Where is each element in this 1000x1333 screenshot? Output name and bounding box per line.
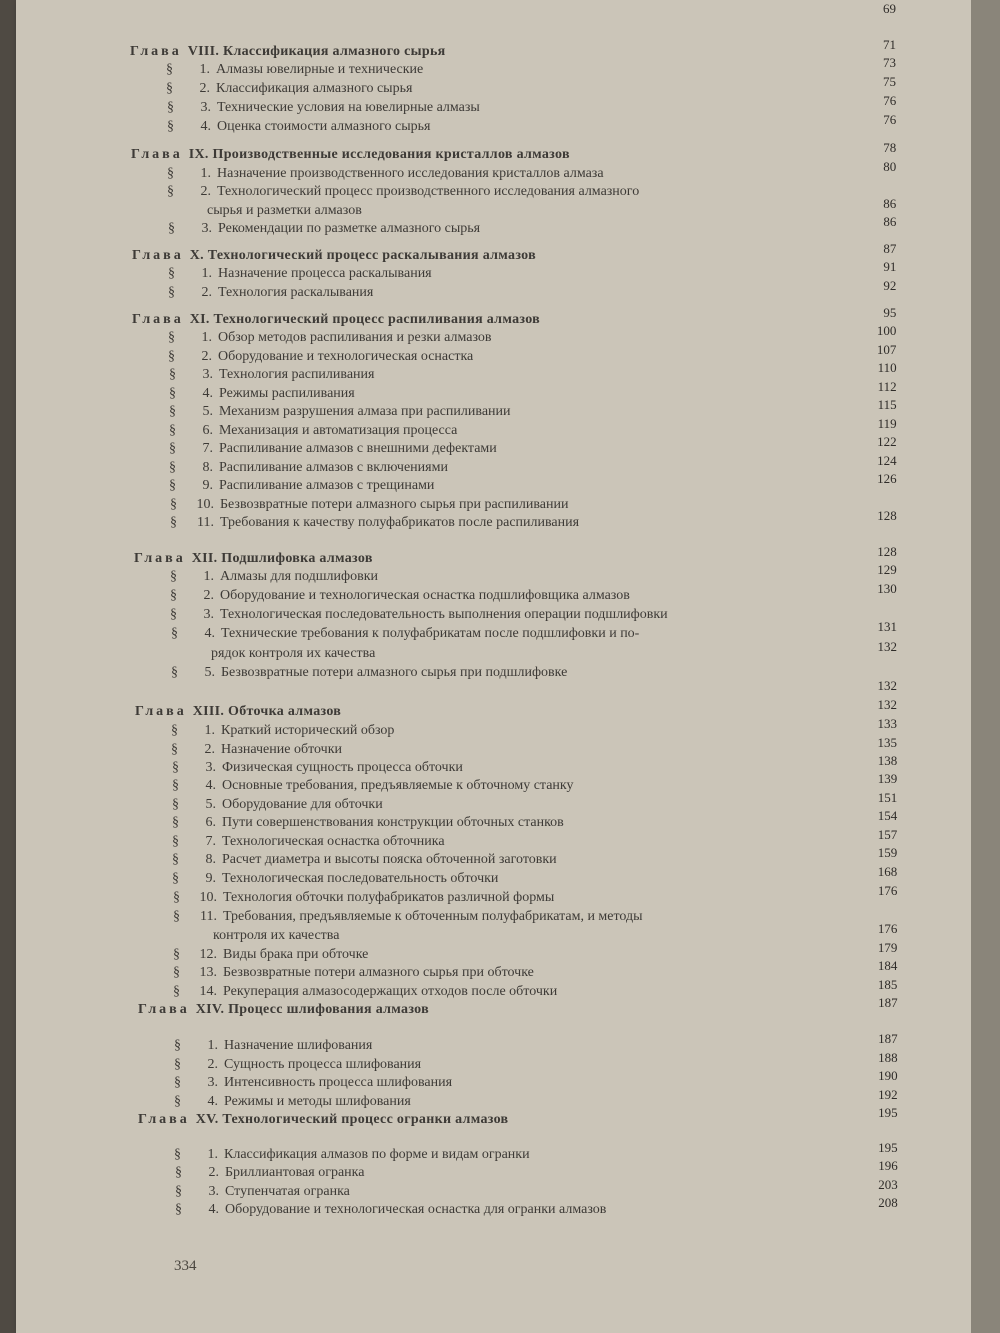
page-reference: 69 [883, 1, 896, 16]
section-entry [168, 330, 492, 346]
section-sign: § [172, 815, 179, 830]
page-reference: 138 [877, 753, 898, 768]
section-entry [168, 221, 480, 237]
section-entry [175, 1165, 364, 1181]
chapter-label: Глава [138, 1002, 190, 1017]
section-title: Назначение шлифования [224, 1038, 373, 1053]
page-reference: 208 [878, 1195, 898, 1210]
section-entry [169, 367, 374, 383]
section-number: 3. [207, 1075, 218, 1090]
section-title: Основные требования, предъявляемые к обточному станку [222, 778, 574, 793]
section-number: 4. [200, 119, 211, 134]
chapter-heading [138, 1002, 429, 1018]
section-title: Технология распиливания [219, 367, 375, 382]
section-title: Распиливание алмазов с включениями [219, 460, 448, 475]
section-title: Пути совершенствования конструкции обточных станков [222, 815, 564, 830]
section-sign: § [167, 184, 174, 199]
section-number: 6. [202, 423, 213, 438]
section-entry [167, 100, 480, 116]
section-entry [172, 852, 557, 868]
page-reference: 195 [878, 1140, 898, 1155]
section-title: Технология раскалывания [218, 285, 374, 300]
section-title: Оборудование и технологическая оснастка для огранки алмазов [225, 1202, 607, 1217]
section-number: 4. [207, 1094, 218, 1109]
section-title: Рекомендации по разметке алмазного сырья [218, 221, 481, 236]
section-number: 2. [208, 1165, 219, 1180]
section-title: Ступенчатая огранка [225, 1184, 350, 1199]
section-number: 4. [204, 626, 215, 641]
section-title: Технология обточки полуфабрикатов различной формы [223, 890, 555, 905]
section-number: 7. [202, 441, 213, 456]
section-title: Технические требования к полуфабрикатам после подшлифовки и по- [221, 626, 640, 641]
section-sign: § [169, 386, 176, 401]
chapter-label: Глава [134, 551, 186, 566]
section-sign: § [174, 1147, 181, 1162]
page-reference: 133 [877, 716, 897, 731]
section-number: 4. [205, 778, 216, 793]
section-sign: § [168, 285, 175, 300]
section-number: 1. [201, 266, 212, 281]
section-number: 1. [204, 723, 215, 738]
page-reference: 176 [877, 921, 898, 936]
page-reference: 195 [878, 1105, 898, 1120]
section-sign: § [170, 569, 177, 584]
section-sign: § [172, 760, 179, 775]
section-sign: § [171, 742, 178, 757]
section-entry [174, 1094, 411, 1110]
section-entry [172, 797, 383, 813]
section-number: 3. [203, 607, 214, 622]
page-reference: 168 [877, 864, 898, 879]
section-title-continuation: сырья и разметки алмазов [207, 203, 362, 218]
section-title: Механизм разрушения алмаза при распиливании [219, 404, 511, 419]
page-reference: 151 [877, 790, 898, 805]
section-number: 3. [202, 367, 213, 382]
chapter-heading [132, 248, 536, 264]
page-reference: 95 [883, 305, 897, 320]
section-entry [167, 119, 430, 135]
section-entry [171, 626, 639, 642]
section-entry [173, 890, 554, 906]
section-sign: § [169, 423, 176, 438]
section-title: Оборудование для обточки [222, 797, 383, 812]
section-entry [171, 665, 567, 681]
section-number: 1. [199, 62, 210, 77]
section-entry [166, 62, 423, 78]
section-number: 2. [200, 184, 211, 199]
chapter-heading [131, 147, 570, 163]
page-reference: 192 [878, 1087, 898, 1102]
chapter-label: Глава [132, 312, 184, 327]
section-entry [170, 588, 630, 604]
section-entry [170, 569, 378, 585]
page-reference: 132 [877, 678, 897, 693]
section-sign: § [172, 834, 179, 849]
page-reference: 124 [877, 453, 897, 468]
page-reference: 132 [877, 639, 897, 654]
section-entry [172, 778, 574, 794]
section-number: 5. [205, 797, 216, 812]
section-number: 10. [199, 890, 217, 905]
section-entry [172, 834, 445, 850]
section-title: Требования к качеству полуфабрикатов после распиливания [220, 515, 580, 530]
section-number: 10. [196, 497, 214, 512]
section-sign: § [168, 349, 175, 364]
section-entry [169, 478, 434, 494]
section-sign: § [172, 871, 179, 886]
page-reference: 184 [877, 958, 898, 973]
section-number: 9. [202, 478, 213, 493]
section-title: Требования, предъявляемые к обточенным полуфабрикатам, и методы [223, 909, 643, 924]
section-entry [172, 871, 498, 887]
section-number: 3. [200, 100, 211, 115]
section-entry [170, 515, 579, 531]
section-number: 11. [200, 909, 217, 924]
section-title: Распиливание алмазов с трещинами [219, 478, 435, 493]
page-reference: 159 [877, 845, 898, 860]
section-sign: § [169, 404, 176, 419]
section-number: 2. [204, 742, 215, 757]
section-entry [168, 285, 373, 301]
page-reference: 86 [883, 196, 897, 211]
page-reference: 71 [883, 37, 896, 52]
book-page [16, 0, 971, 1333]
page-reference: 187 [878, 1031, 898, 1046]
page-reference: 75 [883, 74, 896, 89]
section-entry [173, 909, 643, 925]
page-reference: 110 [877, 360, 897, 375]
page-reference: 115 [877, 397, 897, 412]
section-sign: § [170, 607, 177, 622]
chapter-label: Глава [131, 147, 183, 162]
section-entry [167, 166, 604, 182]
section-entry [169, 441, 497, 457]
section-number: 13. [199, 965, 217, 980]
section-number: 5. [202, 404, 213, 419]
chapter-heading [138, 1112, 508, 1128]
section-entry [175, 1202, 606, 1218]
chapter-title: XV. Технологический процесс огранки алмазов [195, 1112, 509, 1127]
chapter-label: Глава [132, 248, 184, 263]
section-title: Сущность процесса шлифования [224, 1057, 422, 1072]
page-reference: 185 [877, 977, 898, 992]
section-number: 8. [205, 852, 216, 867]
page-reference: 91 [883, 259, 897, 274]
section-title: Бриллиантовая огранка [225, 1165, 365, 1180]
page-reference: 130 [877, 581, 897, 596]
page-reference: 73 [883, 55, 896, 70]
section-number: 1. [203, 569, 214, 584]
section-number: 14. [199, 984, 217, 999]
section-sign: § [173, 965, 180, 980]
section-title: Рекуперация алмазосодержащих отходов после обточки [223, 984, 558, 999]
chapter-title: XI. Технологический процесс распиливания алмазов [189, 312, 541, 327]
section-entry [168, 349, 473, 365]
section-sign: § [168, 221, 175, 236]
section-title: Режимы распиливания [219, 386, 355, 401]
section-sign: § [167, 100, 174, 115]
page-reference: 135 [877, 735, 897, 750]
section-entry [174, 1147, 530, 1163]
page-reference: 129 [877, 562, 897, 577]
chapter-heading [134, 551, 373, 567]
section-title: Технологическая оснастка обточника [222, 834, 445, 849]
section-number: 3. [201, 221, 212, 236]
section-entry [173, 965, 534, 981]
section-sign: § [170, 588, 177, 603]
section-title: Распиливание алмазов с внешними дефектами [219, 441, 497, 456]
section-number: 4. [202, 386, 213, 401]
section-title: Краткий исторический обзор [221, 723, 395, 738]
section-sign: § [173, 909, 180, 924]
section-sign: § [174, 1057, 181, 1072]
section-title: Алмазы ювелирные и технические [216, 62, 424, 77]
page-reference: 203 [878, 1177, 898, 1192]
section-title: Безвозвратные потери алмазного сырья при обточке [223, 965, 534, 980]
chapter-title: VIII. Классификация алмазного сырья [187, 44, 446, 59]
section-number: 1. [207, 1038, 218, 1053]
section-entry [169, 460, 448, 476]
chapter-heading [130, 44, 446, 60]
chapter-title: IX. Производственные исследования кристаллов алмазов [188, 147, 570, 162]
section-sign: § [166, 62, 173, 77]
section-title: Интенсивность процесса шлифования [224, 1075, 453, 1090]
section-title: Технологическая последовательность обточки [222, 871, 499, 886]
section-entry [173, 947, 368, 963]
section-sign: § [170, 497, 177, 512]
section-title: Безвозвратные потери алмазного сырья при распиливании [220, 497, 569, 512]
page-reference: 76 [883, 112, 897, 127]
page-reference: 122 [877, 434, 897, 449]
section-number: 1. [201, 330, 212, 345]
section-sign: § [168, 330, 175, 345]
chapter-title: XIII. Обточка алмазов [192, 704, 342, 719]
section-number: 7. [205, 834, 216, 849]
section-title-continuation: рядок контроля их качества [211, 646, 376, 661]
section-entry [169, 404, 511, 420]
section-title: Технические условия на ювелирные алмазы [217, 100, 480, 115]
section-entry [174, 1038, 372, 1054]
section-title: Назначение процесса раскалывания [218, 266, 432, 281]
section-number: 8. [202, 460, 213, 475]
section-entry [169, 423, 457, 439]
section-entry [170, 497, 568, 513]
section-number: 6. [205, 815, 216, 830]
page-reference: 76 [883, 93, 897, 108]
page-reference: 86 [883, 214, 897, 229]
section-sign: § [167, 119, 174, 134]
section-sign: § [175, 1165, 182, 1180]
section-sign: § [174, 1075, 181, 1090]
section-sign: § [172, 852, 179, 867]
section-entry [172, 815, 564, 831]
section-title: Технологическая последовательность выполнения операции подшлифовки [220, 607, 668, 622]
page-reference: 132 [877, 697, 897, 712]
page-reference: 100 [876, 323, 897, 338]
section-number: 11. [197, 515, 214, 530]
section-sign: § [175, 1184, 182, 1199]
page-reference: 78 [883, 140, 897, 155]
section-title: Оборудование и технологическая оснастка подшлифовщика алмазов [220, 588, 630, 603]
section-title: Алмазы для подшлифовки [220, 569, 379, 584]
section-sign: § [173, 984, 180, 999]
section-number: 2. [201, 285, 212, 300]
section-sign: § [166, 81, 173, 96]
section-entry [171, 742, 342, 758]
section-title: Безвозвратные потери алмазного сырья при подшлифовке [221, 665, 568, 680]
section-title: Физическая сущность процесса обточки [222, 760, 463, 775]
section-entry [168, 266, 432, 282]
page-reference: 112 [877, 379, 897, 394]
page-reference: 131 [877, 619, 897, 634]
page-reference: 119 [877, 416, 897, 431]
section-sign: § [174, 1094, 181, 1109]
section-entry [172, 760, 463, 776]
chapter-label: Глава [130, 44, 182, 59]
section-sign: § [172, 797, 179, 812]
page-reference: 157 [877, 827, 898, 842]
section-sign: § [169, 478, 176, 493]
page-reference: 87 [883, 241, 897, 256]
section-number: 4. [208, 1202, 219, 1217]
section-title: Классификация алмазов по форме и видам огранки [224, 1147, 530, 1162]
section-title: Оборудование и технологическая оснастка [218, 349, 474, 364]
page-reference: 187 [878, 995, 898, 1010]
chapter-label: Глава [135, 704, 187, 719]
section-title: Назначение обточки [221, 742, 342, 757]
section-sign: § [170, 515, 177, 530]
section-entry [166, 81, 412, 97]
section-sign: § [167, 166, 174, 181]
section-sign: § [173, 947, 180, 962]
section-number: 2. [207, 1057, 218, 1072]
page-reference: 128 [877, 544, 897, 559]
section-title: Обзор методов распиливания и резки алмазов [218, 330, 492, 345]
chapter-title: X. Технологический процесс раскалывания алмазов [189, 248, 536, 263]
section-sign: § [171, 723, 178, 738]
chapter-heading [135, 704, 341, 720]
section-title: Классификация алмазного сырья [216, 81, 413, 96]
section-entry [167, 184, 639, 200]
section-sign: § [171, 626, 178, 641]
section-number: 5. [204, 665, 215, 680]
section-sign: § [168, 266, 175, 281]
section-title: Технологический процесс производственного исследования алмазного [217, 184, 640, 199]
section-number: 2. [201, 349, 212, 364]
page-reference: 179 [877, 940, 898, 955]
section-entry [174, 1075, 452, 1091]
section-title: Механизация и автоматизация процесса [219, 423, 458, 438]
page-reference: 196 [878, 1158, 898, 1173]
page-reference: 154 [877, 808, 898, 823]
page-reference: 126 [877, 471, 897, 486]
next-page-edge [971, 0, 1000, 1333]
page-reference: 128 [877, 508, 897, 523]
section-title: Режимы и методы шлифования [224, 1094, 411, 1109]
section-number: 1. [200, 166, 211, 181]
page-reference: 92 [883, 278, 897, 293]
page-reference: 176 [877, 883, 898, 898]
section-entry [170, 607, 668, 623]
chapter-label: Глава [138, 1112, 190, 1127]
section-title: Назначение производственного исследования кристаллов алмаза [217, 166, 604, 181]
page-reference: 80 [883, 159, 897, 174]
section-number: 1. [207, 1147, 218, 1162]
section-sign: § [172, 778, 179, 793]
page-reference: 107 [876, 342, 897, 357]
chapter-title: XIV. Процесс шлифования алмазов [195, 1002, 429, 1017]
section-entry [169, 386, 355, 402]
page-number: 334 [174, 1258, 197, 1274]
section-entry [174, 1057, 421, 1073]
section-number: 3. [208, 1184, 219, 1199]
section-sign: § [175, 1202, 182, 1217]
chapter-heading [132, 312, 540, 328]
section-sign: § [169, 441, 176, 456]
chapter-title: XII. Подшлифовка алмазов [191, 551, 373, 566]
section-number: 3. [205, 760, 216, 775]
section-sign: § [174, 1038, 181, 1053]
section-number: 2. [199, 81, 210, 96]
section-entry [171, 723, 394, 739]
section-title-continuation: контроля их качества [213, 928, 340, 943]
section-sign: § [169, 367, 176, 382]
page-reference: 188 [878, 1050, 898, 1065]
section-number: 2. [203, 588, 214, 603]
section-number: 9. [205, 871, 216, 886]
table-of-contents [16, 0, 971, 1333]
page-reference: 190 [878, 1068, 898, 1083]
section-title: Оценка стоимости алмазного сырья [217, 119, 431, 134]
section-sign: § [169, 460, 176, 475]
section-number: 12. [199, 947, 217, 962]
section-title: Расчет диаметра и высоты пояска обточенной заготовки [222, 852, 557, 867]
page-reference: 139 [877, 771, 898, 786]
section-sign: § [171, 665, 178, 680]
section-entry [175, 1184, 350, 1200]
section-entry [173, 984, 557, 1000]
section-sign: § [173, 890, 180, 905]
section-title: Виды брака при обточке [223, 947, 369, 962]
